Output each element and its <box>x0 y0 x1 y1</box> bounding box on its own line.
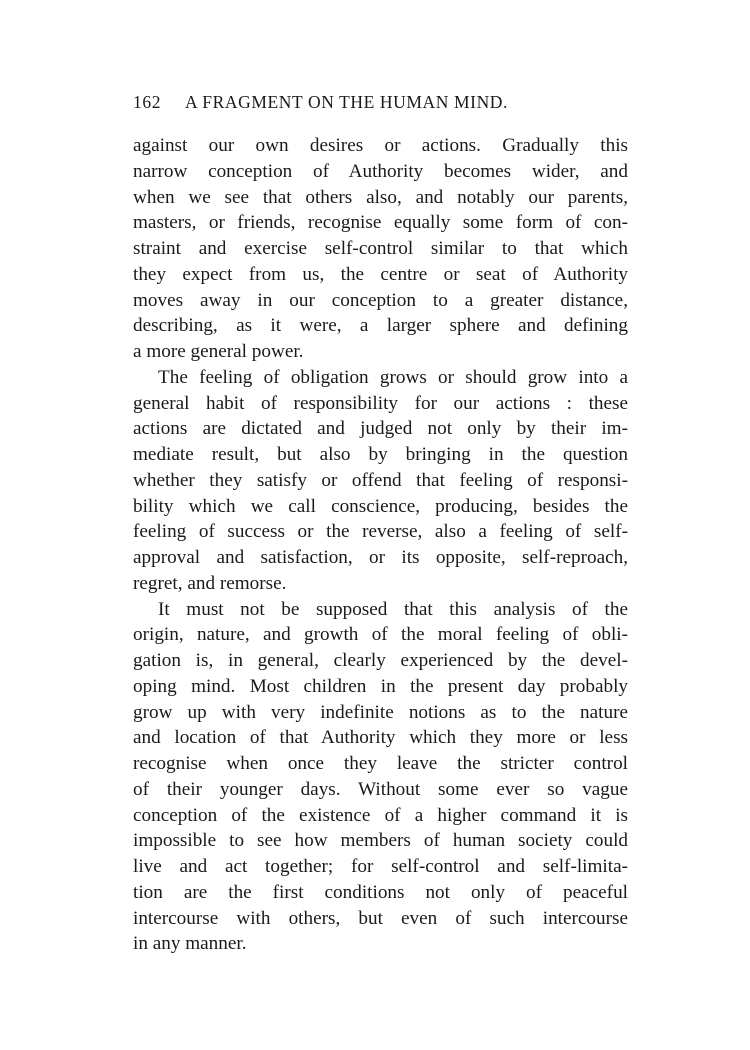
text-line: moves away in our conception to a greater distance, <box>133 289 628 311</box>
text-line: It must not be supposed that this analysis of the <box>158 598 628 620</box>
text-line: against our own desires or actions. Gradually this <box>133 135 628 156</box>
text-line: straint and exercise self-control similar to that which <box>133 238 628 259</box>
text-line: whether they satisfy or offend that feeling of responsi- <box>133 469 628 491</box>
text-line: a more general power. <box>133 341 304 362</box>
paragraph <box>133 597 628 958</box>
text-line: origin, nature, and growth of the moral feeling of obli- <box>133 624 628 646</box>
paragraph <box>133 133 628 365</box>
text-line: The feeling of obligation grows or should grow into a <box>158 366 628 388</box>
text-line: conception of the existence of a higher command it is <box>133 804 628 826</box>
text-line: mediate result, but also by bringing in the question <box>133 444 628 465</box>
text-line: gation is, in general, clearly experienced by the devel- <box>133 650 628 671</box>
text-line: when we see that others also, and notably our parents, <box>133 186 628 208</box>
text-line: they expect from us, the centre or seat of Authority <box>133 263 628 285</box>
page-number: 162 <box>133 92 162 112</box>
body-text <box>133 133 628 957</box>
text-line: actions are dictated and judged not only by their im- <box>133 418 628 440</box>
text-line: oping mind. Most children in the present day probably <box>133 675 628 697</box>
text-line: general habit of responsibility for our actions : these <box>133 392 628 414</box>
text-line: intercourse with others, but even of such intercourse <box>133 907 628 929</box>
text-line: grow up with very indefinite notions as to the nature <box>133 701 628 723</box>
text-line: describing, as it were, a larger sphere and defining <box>133 315 628 337</box>
paragraph <box>133 365 628 597</box>
text-line: bility which we call conscience, producing, besides the <box>133 495 628 517</box>
running-head <box>133 92 628 113</box>
text-line: regret, and remorse. <box>133 572 287 594</box>
text-line: live and act together; for self-control and self-limita- <box>133 856 628 877</box>
text-line: feeling of success or the reverse, also a feeling of self- <box>133 521 628 543</box>
text-line: tion are the first conditions not only of peaceful <box>133 881 628 903</box>
text-line: masters, or friends, recognise equally some form of con- <box>133 212 628 234</box>
text-line: and location of that Authority which they more or less <box>133 727 628 749</box>
running-title: A FRAGMENT ON THE HUMAN MIND. <box>185 92 509 112</box>
text-line: narrow conception of Authority becomes wider, and <box>133 160 628 182</box>
text-line: impossible to see how members of human society could <box>133 830 628 852</box>
text-line: recognise when once they leave the stricter control <box>133 753 628 774</box>
text-line: in any manner. <box>133 933 247 955</box>
text-line: of their younger days. Without some ever so vague <box>133 778 628 800</box>
text-line: approval and satisfaction, or its opposite, self-reproach, <box>133 547 628 568</box>
